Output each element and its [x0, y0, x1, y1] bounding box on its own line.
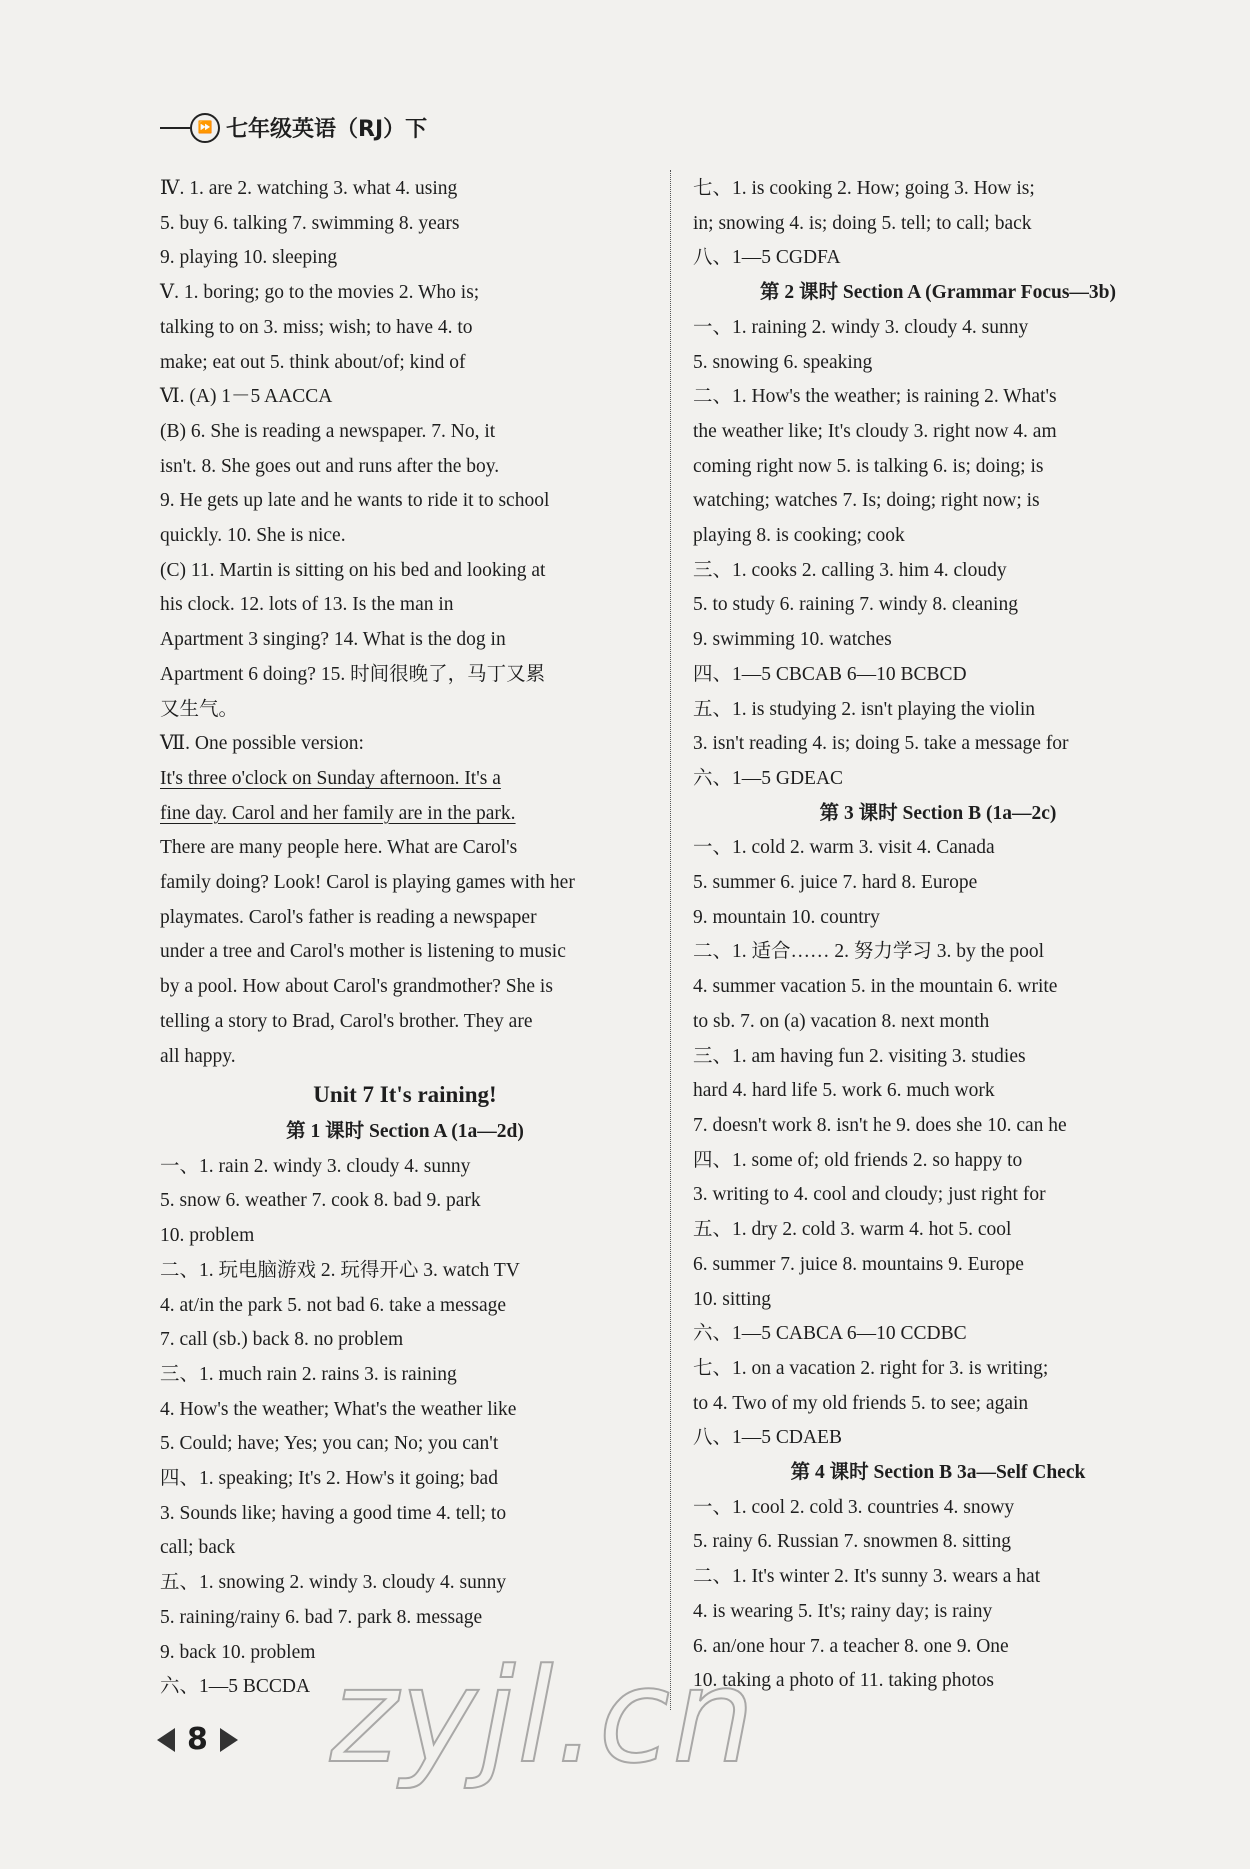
answer-line: 五、1. dry 2. cold 3. warm 4. hot 5. cool [693, 1219, 1012, 1241]
left-triangle-icon [157, 1728, 175, 1752]
essay-line-underlined: It's three o'clock on Sunday afternoon. It's a [160, 767, 501, 789]
answer-line: 四、1. some of; old friends 2. so happy to [693, 1149, 1023, 1171]
answer-line: hard 4. hard life 5. work 6. much work [693, 1080, 995, 1102]
answer-line: 5. Could; have; Yes; you can; No; you can't [160, 1433, 499, 1455]
answer-line: 9. back 10. problem [160, 1641, 316, 1663]
answer-line: 一、1. cold 2. warm 3. visit 4. Canada [693, 837, 995, 859]
answer-line: 四、1—5 CBCAB 6—10 BCBCD [693, 663, 967, 685]
answer-line: 二、1. 玩电脑游戏 2. 玩得开心 3. watch TV [160, 1259, 520, 1281]
answer-line: 七、1. is cooking 2. How; going 3. How is; [693, 178, 1035, 199]
column-divider [670, 170, 671, 1710]
header-rule [160, 127, 190, 129]
answer-line: 八、1—5 CDAEB [693, 1427, 842, 1449]
answer-line: 6. summer 7. juice 8. mountains 9. Europe [693, 1253, 1024, 1275]
answer-line: 五、1. snowing 2. windy 3. cloudy 4. sunny [160, 1572, 507, 1594]
essay-line: all happy. [160, 1045, 236, 1067]
lesson-title: 第 2 课时 Section A (Grammar Focus—3b) [759, 282, 1117, 304]
page-header [160, 112, 427, 143]
answer-line: in; snowing 4. is; doing 5. tell; to call; back [693, 212, 1032, 234]
answer-line: quickly. 10. She is nice. [160, 525, 346, 547]
answer-line: 3. isn't reading 4. is; doing 5. take a message for [693, 733, 1069, 755]
answer-line: 三、1. am having fun 2. visiting 3. studies [693, 1045, 1026, 1067]
answer-line: 又生气。 [160, 698, 239, 720]
answer-line: make; eat out 5. think about/of; kind of [160, 351, 466, 373]
answer-line: 10. problem [160, 1225, 255, 1247]
answer-line: 二、1. It's winter 2. It's sunny 3. wears a hat [693, 1566, 1041, 1588]
answer-line: 5. to study 6. raining 7. windy 8. cleaning [693, 594, 1018, 616]
answer-line: 9. mountain 10. country [693, 906, 880, 928]
answer-line: 六、1—5 BCCDA [160, 1676, 311, 1698]
answer-line: 6. an/one hour 7. a teacher 8. one 9. One [693, 1635, 1009, 1657]
answer-line: 二、1. 适合…… 2. 努力学习 3. by the pool [693, 941, 1044, 963]
right-column [693, 172, 1183, 1699]
answer-line: 4. How's the weather; What's the weather like [160, 1398, 517, 1420]
answer-line: the weather like; It's cloudy 3. right now 4. am [693, 420, 1057, 442]
essay-line: by a pool. How about Carol's grandmother? She is [160, 976, 553, 998]
unit-title: Unit 7 It's raining! [313, 1082, 497, 1108]
answer-line: 5. snowing 6. speaking [693, 351, 873, 373]
answer-line: 5. raining/rainy 6. bad 7. park 8. message [160, 1606, 483, 1628]
answer-line: 4. summer vacation 5. in the mountain 6. write [693, 976, 1058, 998]
fast-forward-icon: ⏩ [190, 113, 220, 143]
essay-line: under a tree and Carol's mother is listening to music [160, 941, 566, 963]
page-number-label: 8 [187, 1722, 208, 1757]
answer-line: 7. doesn't work 8. isn't he 9. does she 10. can he [693, 1114, 1067, 1136]
lesson-title: 第 3 课时 Section B (1a—2c) [819, 802, 1057, 824]
answer-line: 一、1. cool 2. cold 3. countries 4. snowy [693, 1496, 1015, 1518]
page-number [157, 1722, 238, 1757]
watermark: zyjl.cn [330, 1640, 757, 1792]
answer-line: to 4. Two of my old friends 5. to see; again [693, 1392, 1029, 1414]
answer-line: 9. playing 10. sleeping [160, 247, 338, 269]
right-triangle-icon [220, 1728, 238, 1752]
answer-line: 9. swimming 10. watches [693, 629, 892, 651]
essay-line: There are many people here. What are Carol's [160, 837, 518, 859]
essay-line: playmates. Carol's father is reading a newspaper [160, 906, 537, 928]
answer-line: 3. writing to 4. cool and cloudy; just right for [693, 1184, 1046, 1206]
answer-line: 5. buy 6. talking 7. swimming 8. years [160, 212, 460, 234]
page-title: 七年级英语（RJ）下 [226, 117, 428, 142]
answer-line: to sb. 7. on (a) vacation 8. next month [693, 1010, 990, 1032]
answer-line: (B) 6. She is reading a newspaper. 7. No, it [160, 420, 496, 442]
answer-line: 三、1. much rain 2. rains 3. is raining [160, 1363, 457, 1385]
lesson-title: 第 4 课时 Section B 3a—Self Check [790, 1462, 1086, 1484]
answer-line: 六、1—5 GDEAC [693, 767, 844, 789]
answer-line: isn't. 8. She goes out and runs after the boy. [160, 455, 500, 477]
answer-line: (C) 11. Martin is sitting on his bed and looking at [160, 559, 546, 581]
essay-line: family doing? Look! Carol is playing games with her [160, 872, 575, 894]
lesson-title: 第 1 课时 Section A (1a—2d) [286, 1120, 524, 1142]
answer-line: Apartment 6 doing? 15. 时间很晚了，马丁又累 [160, 663, 546, 685]
answer-line: 7. call (sb.) back 8. no problem [160, 1329, 404, 1351]
answer-line: 一、1. raining 2. windy 3. cloudy 4. sunny [693, 316, 1029, 338]
answer-line: 三、1. cooks 2. calling 3. him 4. cloudy [693, 559, 1007, 581]
answer-line: 一、1. rain 2. windy 3. cloudy 4. sunny [160, 1155, 471, 1177]
answer-line: 5. rainy 6. Russian 7. snowmen 8. sitting [693, 1531, 1011, 1553]
answer-line: Ⅴ. 1. boring; go to the movies 2. Who is; [160, 282, 480, 304]
answer-line: Ⅵ. (A) 1－5 AACCA [160, 386, 333, 408]
answer-line: 四、1. speaking; It's 2. How's it going; bad [160, 1468, 498, 1490]
answer-line: Ⅳ. 1. are 2. watching 3. what 4. using [160, 178, 458, 199]
answer-line: watching; watches 7. Is; doing; right now; is [693, 490, 1040, 512]
answer-line: 五、1. is studying 2. isn't playing the violin [693, 698, 1036, 720]
answer-line: call; back [160, 1537, 236, 1559]
answer-line: Apartment 3 singing? 14. What is the dog in [160, 629, 506, 651]
answer-line: 六、1—5 CABCA 6—10 CCDBC [693, 1323, 967, 1345]
answer-line: playing 8. is cooking; cook [693, 525, 905, 547]
answer-line: 9. He gets up late and he wants to ride it to school [160, 490, 550, 512]
answer-line: 4. at/in the park 5. not bad 6. take a message [160, 1294, 507, 1316]
essay-line-underlined: fine day. Carol and her family are in the park. [160, 802, 516, 824]
left-column [160, 172, 650, 1705]
answer-line: Ⅶ. One possible version: [160, 733, 364, 755]
answer-line: 八、1—5 CGDFA [693, 247, 841, 269]
answer-line: coming right now 5. is talking 6. is; doing; is [693, 455, 1044, 477]
answer-line: 4. is wearing 5. It's; rainy day; is rainy [693, 1600, 993, 1622]
answer-line: 七、1. on a vacation 2. right for 3. is writing; [693, 1357, 1049, 1379]
answer-line: 10. sitting [693, 1288, 772, 1310]
answer-line: 二、1. How's the weather; is raining 2. What's [693, 386, 1057, 408]
answer-line: 10. taking a photo of 11. taking photos [693, 1670, 994, 1692]
answer-line: 5. summer 6. juice 7. hard 8. Europe [693, 872, 978, 894]
answer-line: his clock. 12. lots of 13. Is the man in [160, 594, 454, 616]
answer-line: 5. snow 6. weather 7. cook 8. bad 9. park [160, 1190, 481, 1212]
essay-line: telling a story to Brad, Carol's brother. They are [160, 1010, 533, 1032]
answer-line: talking to on 3. miss; wish; to have 4. to [160, 316, 473, 338]
answer-line: 3. Sounds like; having a good time 4. tell; to [160, 1502, 507, 1524]
